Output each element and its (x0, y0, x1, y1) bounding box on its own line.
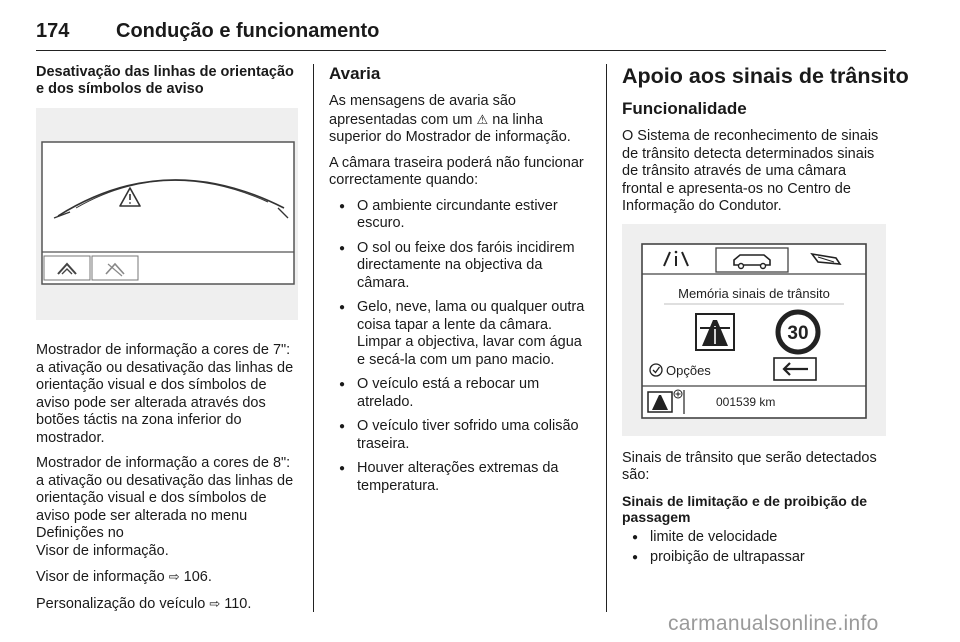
paragraph-text: Visor de informação. (36, 542, 169, 559)
rear-camera-display-illustration (36, 108, 298, 320)
list-item: ● limite de velocidade (622, 529, 886, 547)
list-item: ● Gelo, neve, lama ou qualquer outra coisa tapar a lente da câmara. Limpar a objectiva, lavar com água e secá-la com um pano macio. (329, 299, 591, 369)
page-reference-arrow-icon: ⇨ (168, 569, 180, 584)
section-heading: Avaria (329, 64, 381, 83)
sign-type-list (622, 529, 886, 567)
paragraph: O Sistema de reconhecimento de sinais de trânsito detecta determinados sinais de trânsito através de uma câmara frontal e apresenta-os no Centro de Informação do Condutor. (622, 128, 879, 214)
cross-reference-text: Visor de informação (36, 569, 165, 585)
cross-reference-page: 106. (183, 569, 212, 585)
section-subheading: Funcionalidade (622, 99, 747, 118)
paragraph-text: Mostrador de informação a cores de 8": a ativação ou desativação das linhas de orientação visual e dos símbolos de aviso pode ser alterada no menu Definições no (36, 455, 294, 541)
column-right (622, 64, 909, 575)
cross-reference-text: Personalização do veículo (36, 595, 206, 612)
column-divider (606, 64, 607, 612)
paragraph: A câmara traseira poderá não funcionar correctamente quando: (329, 154, 584, 188)
traffic-sign-display-figure (622, 224, 886, 436)
list-item: ● proibição de ultrapassar (622, 549, 886, 567)
paragraph: Sinais de trânsito que serão detectados são: (622, 449, 877, 483)
malfunction-list (329, 198, 591, 496)
list-item: ● O sol ou feixe dos faróis incidirem directamente na objectiva da câmara. (329, 240, 591, 293)
column-left (36, 64, 298, 621)
paragraph (329, 93, 591, 147)
paragraph: Mostrador de informação a cores de 7": a ativação ou desativação das linhas de orientação visual e dos símbolos de aviso pode ser alterada através dos botões táctis na zona inferior do mostrador. (36, 342, 294, 446)
cross-reference[interactable] (36, 595, 298, 614)
section-heading: Desativação das linhas de orientação e dos símbolos de aviso (36, 64, 294, 97)
bold-subheading: Sinais de limitação e de proibição de passagem (622, 492, 868, 525)
warning-triangle-icon: ⚠ (476, 111, 489, 127)
speed-limit-value: 30 (787, 322, 809, 344)
paragraph-text: na linha superior do Mostrador de informação. (329, 111, 571, 145)
list-item: ● Houver alterações extremas da temperatura. (329, 460, 591, 495)
watermark: carmanualsonline.info (668, 612, 879, 635)
column-divider (313, 64, 314, 612)
paragraph-text: As mensagens de avaria são apresentadas com um (329, 93, 516, 128)
page-reference-arrow-icon: ⇨ (209, 595, 221, 611)
motorway-sign-icon (696, 314, 734, 350)
list-item: ● O veículo está a rebocar um atrelado. (329, 376, 591, 411)
page-header (36, 20, 886, 51)
odometer-value: 001539 km (716, 394, 776, 409)
driver-info-centre-illustration (622, 224, 886, 436)
page-title: Condução e funcionamento (116, 20, 380, 42)
page-number: 174 (36, 20, 70, 42)
rear-camera-figure (36, 108, 298, 320)
section-heading: Apoio aos sinais de trânsito (622, 64, 909, 88)
cross-reference-page: 110. (224, 595, 252, 612)
motorway-small-icon (648, 392, 672, 412)
list-item: ● O ambiente circundante estiver escuro. (329, 198, 591, 233)
options-label: Opções (666, 362, 711, 378)
column-middle (329, 64, 591, 503)
menu-label: Memória sinais de trânsito (678, 285, 830, 301)
speed-limit-sign-icon (778, 312, 818, 352)
list-item: ● O veículo tiver sofrido uma colisão traseira. (329, 418, 591, 453)
cross-reference[interactable] (36, 568, 298, 587)
paragraph (36, 455, 298, 560)
car-tab-highlight (716, 248, 788, 272)
